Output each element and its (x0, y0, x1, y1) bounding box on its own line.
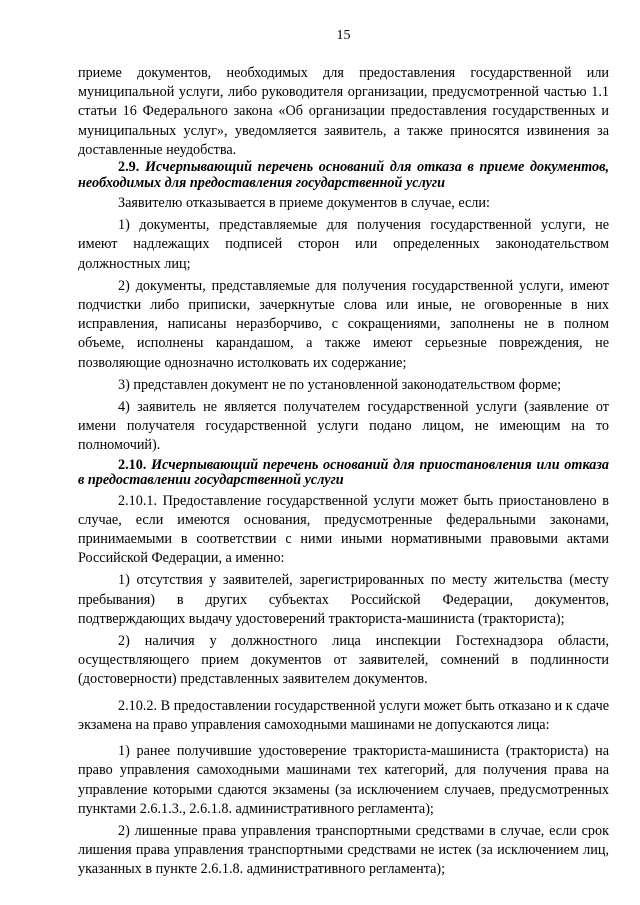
list-item-exam-refusal-2: 2) лишенные права управления транспортными средствами в случае, если срок лишения права управления транспортными средствами не истек (за исключением лиц, указанных в пункте 2.6.1.8. административного регламента); (78, 822, 609, 878)
section-title: Исчерпывающий перечень оснований для отказа в приеме документов, необходимых для предоставления государственной услуги (78, 159, 609, 191)
list-item-refusal-3: 3) представлен документ не по установленной законодательством форме; (118, 376, 562, 393)
page-number: 15 (336, 28, 351, 43)
section-title: Исчерпывающий перечень оснований для приостановления или отказа в предоставлении государственной услуги (78, 456, 609, 489)
paragraph-2-10-1: 2.10.1. Предоставление государственной услуги может быть приостановлено в случае, если имеются основания, предусмотренные федеральными законами, принимаемыми в соответствии с ними иными нормативными правовыми актами Российской Федерации, а именно: (78, 492, 609, 567)
list-item-refusal-4: 4) заявитель не является получателем государственной услуги (заявление от имени получателя государственной услуги подано лицом, не имеющим на то полномочий). (78, 399, 609, 454)
section-number: 2.10. (118, 456, 147, 473)
list-item-exam-refusal-1: 1) ранее получившие удостоверение тракториста-машиниста (тракториста) на право управления самоходными машинами тех категорий, для получения права на управление которыми сдаются экзамены (за исключением случаев, предусмотренных пунктами 2.6.1.3., 2.6.1.8. административного регламента); (78, 743, 609, 817)
paragraph-notification-apology: приеме документов, необходимых для предоставления государственной или муниципальной услуги, либо руководителя организации, предусмотренной частью 1.1 статьи 16 Федерального закона «Об организации предоставления государственных и муниципальных услуг», уведомляется заявитель, а также приносятся извинения за доставленные неудобства. (78, 65, 609, 158)
paragraph-2-10-2: 2.10.2. В предоставлении государственной услуги может быть отказано и к сдаче экзамена на право управления самоходными машинами не допускаются лица: (78, 697, 609, 733)
document-page (78, 28, 609, 880)
list-item-refusal-2: 2) документы, представляемые для получения государственной услуги, имеют подчистки либо приписки, зачеркнутые слова или иные, не оговоренные в них исправления, написаны неразборчиво, с сокращениями, заполнены не в полном объеме, исполнены карандашом, а также имеют серьезные повреждения, не позволяющие однозначно истолковать их содержание; (78, 277, 609, 371)
section-heading-2-10 (78, 458, 609, 489)
list-item-refusal-1: 1) документы, представляемые для получения государственной услуги, не имеют надлежащих подписей сторон или определенных законодательством должностных лиц; (78, 217, 609, 272)
section-heading-2-9 (78, 160, 609, 191)
section-number: 2.9. (118, 159, 140, 176)
list-item-suspension-2: 2) наличия у должностного лица инспекции Гостехнадзора области, осуществляющего прием документов от заявителей, сомнений в подлинности (достоверности) представленных заявителем документов. (78, 633, 609, 688)
paragraph-refusal-intro: Заявителю отказывается в приеме документов в случае, если: (118, 195, 490, 212)
list-item-suspension-1: 1) отсутствия у заявителей, зарегистрированных по месту жительства (месту пребывания) в других субъектах Российской Федерации, документов, подтверждающих выдачу удостоверений тракториста-машиниста (тракториста); (78, 572, 609, 627)
